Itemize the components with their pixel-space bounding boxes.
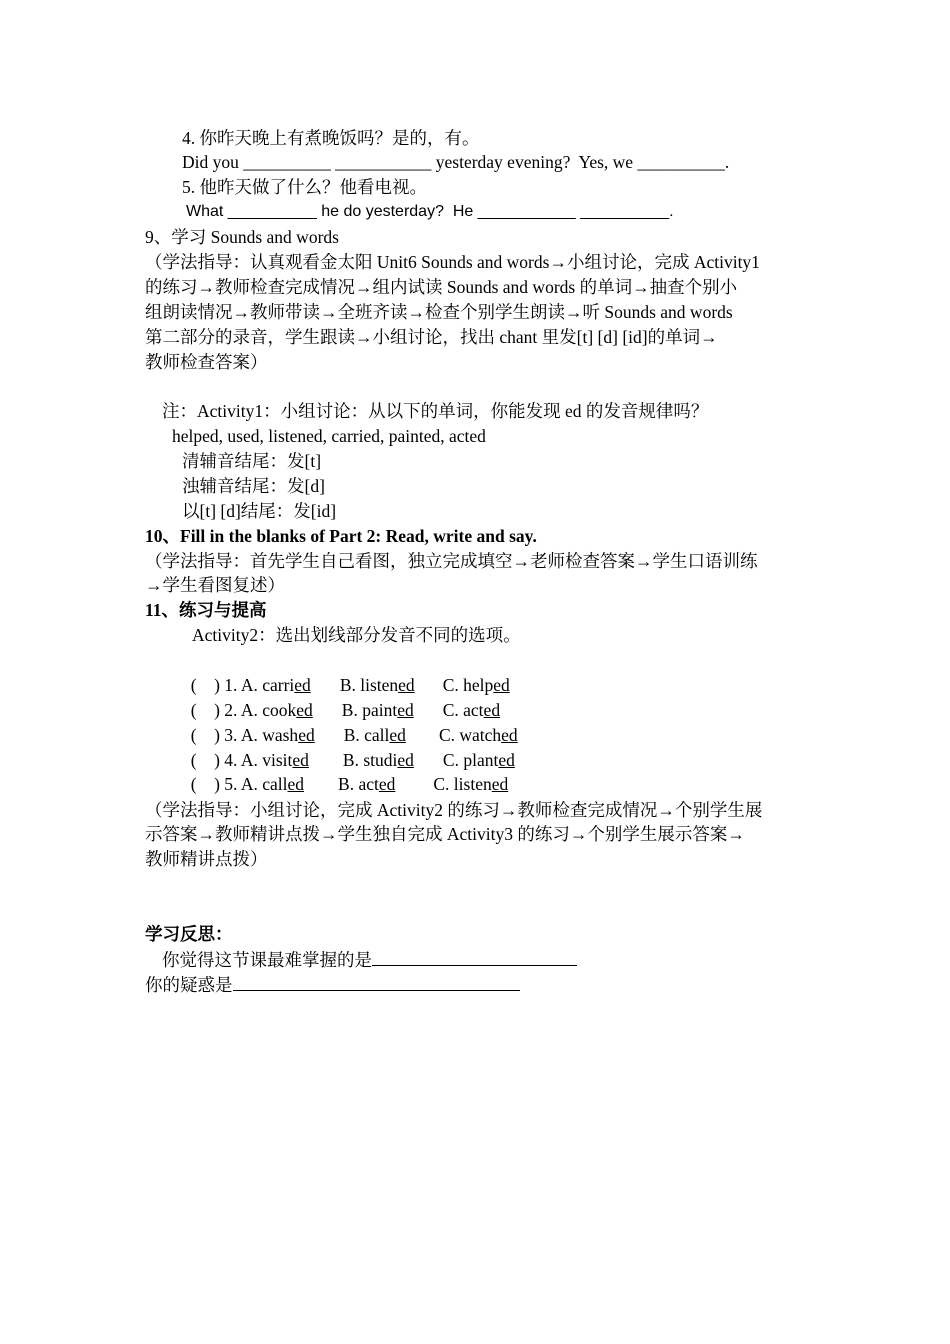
- section-9-guide: 教师检查答案）: [145, 352, 268, 372]
- answer-paren[interactable]: ( ): [190, 750, 220, 770]
- option-stem: B. paint: [341, 700, 398, 720]
- underlined-ending: ed: [397, 750, 414, 770]
- section-11-title: 11、练习与提高: [145, 600, 267, 620]
- note-intro: 注：Activity1：小组讨论：从以下的单词，你能发现 ed 的发音规律吗？: [162, 401, 709, 421]
- section-10-guide: （学法指导：首先学生自己看图，独立完成填空→老师检查答案→学生口语训练: [145, 551, 758, 571]
- underlined-ending: ed: [294, 675, 311, 695]
- underlined-ending: ed: [389, 725, 406, 745]
- section-9-guide: 的练习→教师检查完成情况→组内试读 Sounds and words 的单词→抽查个别小: [145, 277, 738, 297]
- underlined-ending: ed: [397, 700, 414, 720]
- section-10-guide: →学生看图复述）: [145, 575, 285, 595]
- underlined-ending: ed: [298, 725, 315, 745]
- item-number: 5.: [224, 774, 238, 794]
- note-rule: 以[t] [d]结尾：发[id]: [182, 501, 337, 521]
- answer-blank[interactable]: [372, 947, 577, 966]
- underlined-ending: ed: [292, 750, 309, 770]
- note-rule: 浊辅音结尾：发[d]: [182, 476, 325, 496]
- option-stem: A. wash: [240, 725, 299, 745]
- option-a: [241, 774, 304, 794]
- option-stem: C. listen: [433, 774, 492, 794]
- activity2-instruction: Activity2：选出划线部分发音不同的选项。: [192, 625, 521, 645]
- reflection-question-1: [162, 947, 577, 972]
- section-9-title: 9、学习 Sounds and words: [145, 227, 339, 247]
- answer-paren[interactable]: ( ): [190, 774, 220, 794]
- underlined-ending: ed: [501, 725, 518, 745]
- section-9-guide: 组朗读情况→教师带读→全班齐读→检查个别学生朗读→听 Sounds and words: [145, 302, 733, 322]
- q4-english: Did you __________ ___________ yesterday evening? Yes, we __________.: [182, 152, 730, 172]
- item-number: 2.: [224, 700, 238, 720]
- option-b: [338, 774, 395, 794]
- section-10-title-text: 10、Fill in the blanks of Part 2: Read, write and say.: [145, 526, 537, 546]
- option-stem: B. studi: [342, 750, 398, 770]
- option-stem: A. call: [240, 774, 288, 794]
- exercise-item: [182, 748, 508, 796]
- reflection-question-2-text: 你的疑惑是: [145, 975, 233, 995]
- section-9-guide: 第二部分的录音，学生跟读→小组讨论，找出 chant 里发[t] [d] [id]的单词→: [145, 327, 718, 347]
- reflection-question-1-text: 你觉得这节课最难掌握的是: [162, 950, 372, 970]
- option-stem: A. cook: [240, 700, 297, 720]
- underlined-ending: ed: [398, 675, 415, 695]
- q5-english: What __________ he do yesterday? He ___________ __________.: [186, 203, 674, 220]
- underlined-ending: ed: [483, 700, 501, 720]
- item-number: 1.: [224, 675, 238, 695]
- q5-chinese: 5. 他昨天做了什么？他看电视。: [182, 177, 427, 197]
- underlined-ending: ed: [378, 774, 396, 794]
- option-stem: B. call: [343, 725, 390, 745]
- section-11-guide: 示答案→教师精讲点拨→学生独自完成 Activity3 的练习→个别学生展示答案→: [145, 824, 745, 844]
- option-c: [433, 774, 508, 794]
- answer-paren[interactable]: ( ): [190, 700, 220, 720]
- option-stem: C. plant: [442, 750, 499, 770]
- section-11-guide: 教师精讲点拨）: [145, 849, 268, 869]
- note-words: helped, used, listened, carried, painted, acted: [172, 426, 486, 446]
- reflection-title: 学习反思：: [145, 924, 233, 944]
- section-10-title: [145, 524, 537, 548]
- option-stem: A. carri: [240, 675, 295, 695]
- option-stem: A. visit: [240, 750, 293, 770]
- underlined-ending: ed: [498, 750, 515, 770]
- q4-chinese: 4. 你昨天晚上有煮晚饭吗？是的，有。: [182, 128, 480, 148]
- answer-paren[interactable]: ( ): [190, 725, 220, 745]
- option-stem: C. act: [442, 700, 484, 720]
- item-number: 3.: [224, 725, 238, 745]
- underlined-ending: ed: [296, 700, 313, 720]
- section-11-guide: （学法指导：小组讨论，完成 Activity2 的练习→教师检查完成情况→个别学生展: [145, 800, 763, 820]
- answer-paren[interactable]: ( ): [190, 675, 220, 695]
- underlined-ending: ed: [491, 774, 509, 794]
- section-9-guide: （学法指导：认真观看金太阳 Unit6 Sounds and words→小组讨论，完成 Activity1: [145, 252, 760, 272]
- option-stem: B. listen: [339, 675, 399, 695]
- answer-blank[interactable]: [233, 972, 520, 991]
- item-number: 4.: [224, 750, 238, 770]
- underlined-ending: ed: [287, 774, 305, 794]
- option-stem: C. watch: [438, 725, 502, 745]
- note-rule: 清辅音结尾：发[t]: [182, 451, 322, 471]
- option-stem: C. help: [442, 675, 494, 695]
- reflection-question-2: [145, 972, 520, 997]
- underlined-ending: ed: [493, 675, 510, 695]
- option-stem: B. act: [338, 774, 379, 794]
